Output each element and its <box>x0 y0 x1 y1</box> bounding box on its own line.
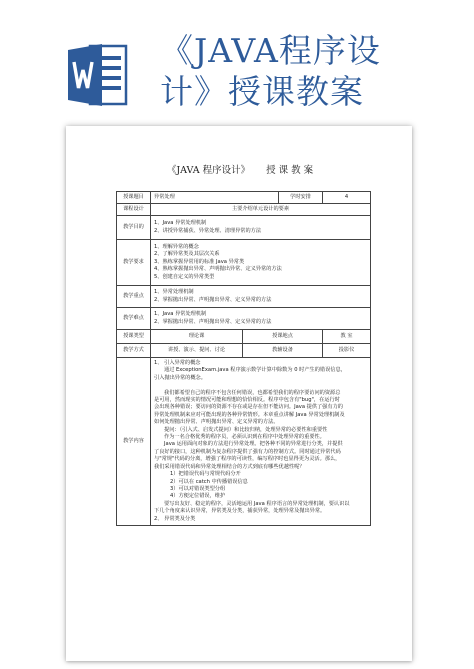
word-document-icon <box>68 42 128 108</box>
requirements-label: 教学要求 <box>117 240 151 286</box>
row-content <box>117 358 371 526</box>
content-line: 3）可以对错误类型分组 <box>170 485 226 492</box>
content-line: 1、 引入异常的概念 <box>154 360 201 366</box>
equipment-value: 投影仪 <box>323 344 371 358</box>
content-line: 异常处理机制来应对可能出现的各种异常情形。本章重点讲解 Java 异常处理机制及 <box>154 411 345 418</box>
row-goal <box>117 216 371 240</box>
goal-label: 教学目的 <box>117 216 151 240</box>
class-type-label: 授课类型 <box>117 330 151 344</box>
method-label: 教学方式 <box>117 344 151 358</box>
hero-title-line-2: 计》授课教案 <box>160 72 364 111</box>
hours-value: 4 <box>323 192 371 204</box>
requirements-lines <box>151 240 371 286</box>
key-points-label: 教学重点 <box>117 286 151 308</box>
difficulty-line: 2、掌握抛出异常、声明抛出异常、定义异常的方法 <box>154 318 272 325</box>
content-line: 要写出友好、稳定的程序，灵活地运用 Java 程序语言的异常处理机制，要认识以 <box>164 500 350 507</box>
method-value: 讲授、演示、提问、讨论 <box>151 344 243 358</box>
content-line: 2、 异常类及分类 <box>154 515 196 522</box>
hero-title <box>160 30 460 112</box>
requirement-line: 2、了解异常类及其层次关系 <box>154 251 220 258</box>
equipment-label: 教辅设备 <box>243 344 323 358</box>
content-line: 提问：（引入式、启发式提问）和比较归纳，处理异常的必要性和重要性 <box>164 426 328 433</box>
row-method-equipment <box>117 344 371 358</box>
content-line: 与"常规"代码的分离，增强了程序的可读性，编写程序时也显得更为灵活。那么， <box>154 456 341 463</box>
document-title-plan: 授 课 教 案 <box>266 165 314 176</box>
requirement-line: 3、熟练掌握异常用的标准 Java 异常类 <box>154 258 245 265</box>
content-line: 是可用，然而现实的情况可能和理想的恰恰相反。程序中包含有"bug"，在运行时 <box>154 397 340 404</box>
document-title <box>100 162 380 176</box>
content-line: 我们采用错误代码和异常处理相结合的方式到底有哪些优越性呢？ <box>154 463 305 470</box>
class-place-label: 授课地点 <box>243 330 323 344</box>
content-line: 了良好的接口，这种机制为复杂程序提供了强有力的控制方式。同时通过异常代码 <box>154 448 341 455</box>
topic-label: 授课题目 <box>117 192 151 204</box>
goal-line: 2、讲授异常捕获、异常处理、清理异常的方法 <box>154 227 262 234</box>
content-line: 下几个角度来认识异常，异常类及分类，捕获异常，处理异常及抛出异常。 <box>154 508 326 515</box>
difficulty-line: 1、Java 异常处理机制 <box>154 311 207 318</box>
class-place-value: 教 室 <box>323 330 371 344</box>
difficulties-label: 教学难点 <box>117 308 151 330</box>
content-label: 教学内容 <box>117 358 151 526</box>
topic-value: 异常处理 <box>151 192 279 204</box>
content-line: 会出现各种错误；要访问的资源不存在或是存在但不能访问。Java 提供了强有力的 <box>154 404 343 411</box>
content-line: Java 运用面向对象的方法进行异常处理。把各种不同的异常进行分类，并提供 <box>164 441 343 448</box>
goal-lines <box>151 216 371 240</box>
requirement-line: 1、理解异常的概念 <box>154 243 199 250</box>
content-line: 2）可以在 catch 中传播错误信息 <box>170 478 248 485</box>
requirement-line: 5、创建自定义的异常类型 <box>154 273 215 280</box>
content-line: 我们都希望自己的程序不包含任何错误，也都希望我们的程序要访问的资源总 <box>164 389 341 396</box>
key-point-line: 2、掌握抛出异常、声明抛出异常、定义异常的方法 <box>154 296 272 303</box>
content-line: 作为一名合格优秀的程序员，必须认识到在程序中处理异常的重要性。 <box>164 434 325 441</box>
goal-line: 1、Java 异常处理机制 <box>154 220 207 227</box>
content-line: 引入抛出异常的概念。 <box>154 374 206 381</box>
row-topic <box>117 192 371 204</box>
key-points-lines <box>151 286 371 308</box>
design-label: 课程设计 <box>117 204 151 216</box>
hours-label: 学时安排 <box>279 192 323 204</box>
requirement-line: 4、熟练掌握抛出异常、声明抛出异常、定义异常的方法 <box>154 266 282 273</box>
content-line: 1）把错误代码与常规代码分开 <box>170 471 241 478</box>
content-line: 通过 ExceptionExam.java 程序演示数学计算中除数为 0 时产生的错误信息， <box>164 367 346 374</box>
key-point-line: 1、异常处理机制 <box>154 289 194 296</box>
content-lines <box>151 358 371 526</box>
row-requirements <box>117 240 371 286</box>
content-line: 如何处理抛出异常、声明抛出异常、定义异常的方法。 <box>154 419 279 426</box>
row-design <box>117 204 371 216</box>
document-title-course: 《JAVA 程序设计》 <box>166 165 251 176</box>
row-type-place <box>117 330 371 344</box>
row-key-points <box>117 286 371 308</box>
difficulties-lines <box>151 308 371 330</box>
content-line: 4）方便定位错误，维护 <box>170 493 226 500</box>
design-value: 主要介绍单元设计的要素 <box>151 204 371 216</box>
hero-title-line-1: 《JAVA程序设 <box>160 31 381 70</box>
row-difficulties <box>117 308 371 330</box>
lesson-plan-table <box>116 191 371 526</box>
content-line <box>154 382 367 389</box>
class-type-value: 理论课 <box>151 330 243 344</box>
